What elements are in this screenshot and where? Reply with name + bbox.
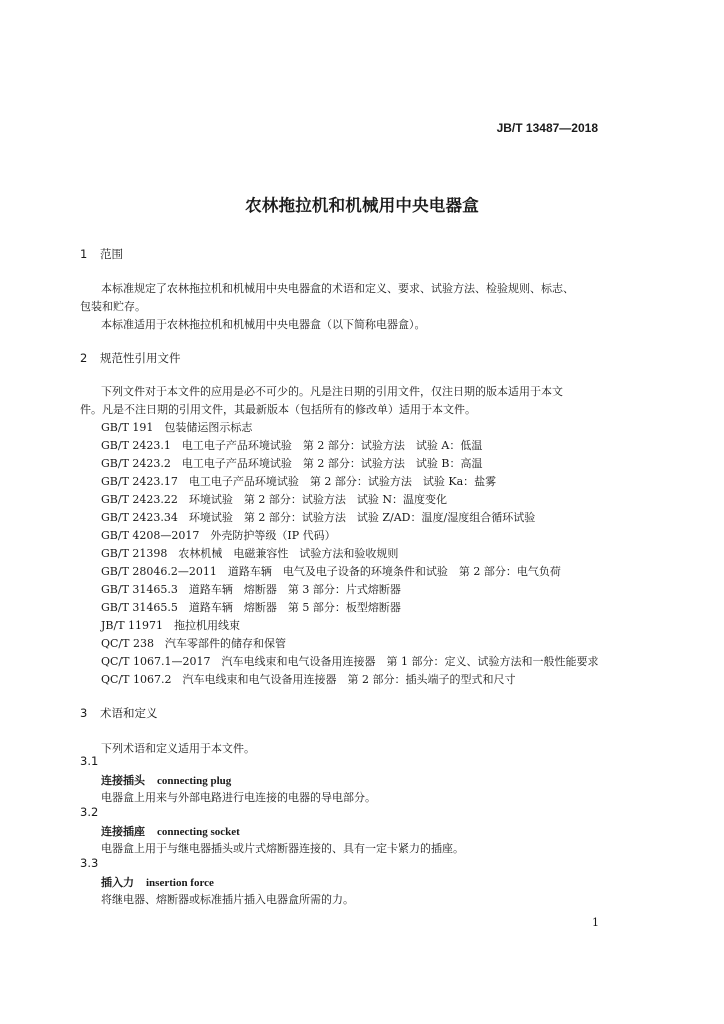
- reference-item: GB/T 31465.5 道路车辆 熔断器 第 5 部分：板型熔断器: [101, 601, 401, 614]
- section-1-para-1-line-1: 本标准规定了农林拖拉机和机械用中央电器盒的术语和定义、要求、试验方法、检验规则、标志、: [101, 282, 574, 295]
- reference-item: GB/T 21398 农林机械 电磁兼容性 试验方法和验收规则: [101, 547, 399, 560]
- section-1-para-2: 本标准适用于农林拖拉机和机械用中央电器盒（以下简称电器盒）。: [101, 318, 426, 331]
- reference-item: QC/T 238 汽车零部件的储存和保管: [101, 637, 286, 650]
- term-zh: 连接插头: [101, 774, 145, 787]
- term-en: insertion force: [146, 877, 214, 889]
- section-2-intro-line-2: 件。凡是不注日期的引用文件，其最新版本（包括所有的修改单）适用于本文件。: [80, 403, 476, 416]
- section-1-para-1-line-2: 包装和贮存。: [80, 300, 146, 313]
- term-zh: 连接插座: [101, 825, 145, 838]
- term-en: connecting socket: [157, 826, 240, 838]
- term-en: connecting plug: [157, 775, 232, 787]
- term-title: [101, 874, 214, 890]
- term-number: 3.3: [80, 856, 99, 870]
- reference-item: QC/T 1067.2 汽车电线束和电气设备用连接器 第 2 部分：插头端子的型式和尺寸: [101, 673, 516, 686]
- reference-item: GB/T 28046.2—2011 道路车辆 电气及电子设备的环境条件和试验 第 2 部分：电气负荷: [101, 565, 561, 578]
- reference-item: GB/T 2423.1 电工电子产品环境试验 第 2 部分：试验方法 试验 A：低温: [101, 439, 483, 452]
- section-title: 范围: [100, 247, 123, 261]
- section-3-heading: [80, 705, 158, 721]
- reference-item: GB/T 2423.22 环境试验 第 2 部分：试验方法 试验 N：温度变化: [101, 493, 448, 506]
- section-1-heading: [80, 246, 123, 262]
- section-title: 规范性引用文件: [100, 351, 181, 365]
- term-title: [101, 823, 240, 839]
- section-3-intro: 下列术语和定义适用于本文件。: [101, 742, 255, 755]
- reference-item: GB/T 31465.3 道路车辆 熔断器 第 3 部分：片式熔断器: [101, 583, 401, 596]
- section-title: 术语和定义: [100, 706, 158, 720]
- page-number: 1: [592, 916, 599, 929]
- section-number: 1: [80, 247, 88, 261]
- term-number: 3.2: [80, 805, 99, 819]
- reference-item: GB/T 191 包装储运图示标志: [101, 421, 253, 434]
- term-zh: 插入力: [101, 876, 134, 889]
- reference-item: GB/T 2423.2 电工电子产品环境试验 第 2 部分：试验方法 试验 B：高温: [101, 457, 483, 470]
- term-definition: 电器盒上用来与外部电路进行电连接的电器的导电部分。: [101, 791, 376, 804]
- reference-item: GB/T 2423.34 环境试验 第 2 部分：试验方法 试验 Z/AD：温度/湿度组合循环试验: [101, 511, 536, 524]
- reference-item: GB/T 4208—2017 外壳防护等级（IP 代码）: [101, 529, 336, 542]
- reference-item: JB/T 11971 拖拉机用线束: [101, 619, 241, 632]
- section-number: 3: [80, 706, 88, 720]
- term-title: [101, 772, 231, 788]
- section-2-heading: [80, 350, 181, 366]
- term-definition: 将继电器、熔断器或标准插片插入电器盒所需的力。: [101, 893, 354, 906]
- section-number: 2: [80, 351, 88, 365]
- section-2-intro-line-1: 下列文件对于本文件的应用是必不可少的。凡是注日期的引用文件，仅注日期的版本适用于本文: [101, 385, 563, 398]
- reference-item: GB/T 2423.17 电工电子产品环境试验 第 2 部分：试验方法 试验 Ka：盐雾: [101, 475, 497, 488]
- reference-item: QC/T 1067.1—2017 汽车电线束和电气设备用连接器 第 1 部分：定义、试验方法和一般性能要求: [101, 655, 599, 668]
- term-number: 3.1: [80, 754, 99, 768]
- document-title: 农林拖拉机和机械用中央电器盒: [245, 196, 479, 215]
- term-definition: 电器盒上用于与继电器插头或片式熔断器连接的、具有一定卡紧力的插座。: [101, 842, 464, 855]
- standard-code: JB/T 13487—2018: [496, 121, 598, 135]
